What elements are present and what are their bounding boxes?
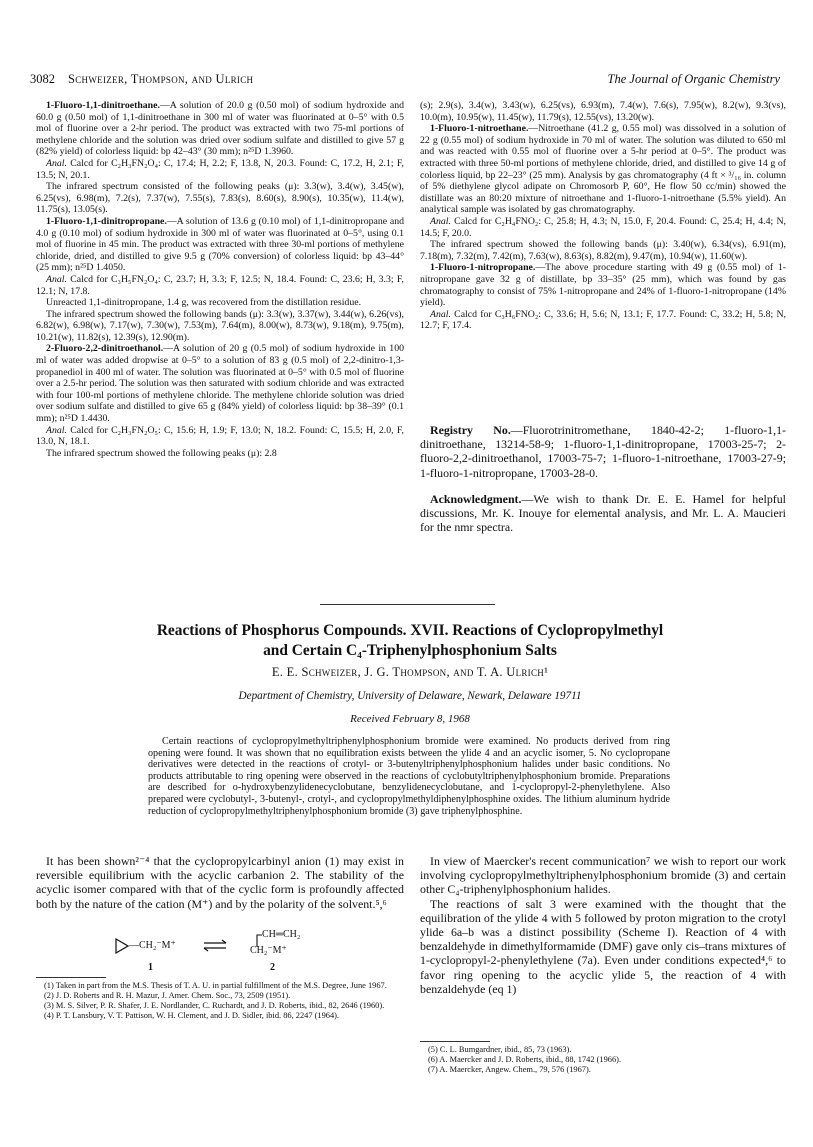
experimental-paragraph (36, 181, 404, 216)
journal-name: The Journal of Organic Chemistry (607, 72, 780, 86)
article-authors: E. E. Schweizer, J. G. Thompson, and T. A. Ulrich¹ (271, 665, 549, 679)
experimental-paragraph (36, 448, 404, 460)
paragraph-text: —Nitroethane (41.2 g, 0.55 mol) was dissolved in a solution of 22 g (0.55 mol) of sodium hydroxide in 70 ml of water. The solution was diluted to 650 ml and was reacted with 0.55 mol of fluorine over a 5-hr period at 0–5°. The product was extracted with three 50-ml portions of methylene chloride, dried, and distilled to give 14 g of colorless liquid, bp 22–23° (25 mm). Analysis by gas chromatography (4 ft × ³/₁₆ in. column of 5% diethylene glycol adipate on Chromosorb P, 60°, He flow 50 cc/min) showed the distillate was an 80:20 mixture of nitroethane and 1-fluoro-1-nitroethane (5.5% yield). An analytical sample was isolated by gas chromatography. (420, 123, 786, 216)
scheme-label-1: 1 (148, 962, 153, 973)
paragraph-heading: Anal. (430, 215, 451, 227)
experimental-paragraph (36, 100, 404, 158)
intro-paragraph: It has been shown²⁻⁴ that the cyclopropylcarbinyl anion (1) may exist in reversible equilibrium with the acyclic carbanion 2. The stability of the acyclic isomer compared with that of the cyclic form is profoundly affected both by the nature of the cation (M⁺) and by the polarity of the solvent.⁵,⁶ (36, 854, 404, 911)
running-authors: Schweizer, Thompson, and Ulrich (68, 72, 254, 86)
experimental-paragraph (36, 297, 404, 309)
acknowledgment-paragraph (420, 492, 786, 535)
paragraph-text: Calcd for C₃H₅FN₂O₄: C, 23.7; H, 3.3; F, 12.5; N, 18.4. Found: C, 23.6; H, 3.3; F, 12.1; N, 17.8. (36, 273, 404, 297)
footnote: (3) M. S. Silver, P. R. Shafer, J. E. Nordlander, C. Ruchardt, and J. D. Roberts, ibid., 82, 2646 (1960). (44, 1001, 385, 1010)
paragraph-text: —A solution of 20 g (0.5 mol) of sodium hydroxide in 100 ml of water was added dropwise at 0–5° to a solution of 83 g (0.5 mol) of 2,2-dinitro-1,3-propanediol in 400 ml of water. The solution was fluorinated at 0–5° with 0.5 mol of fluorine over a 2.5-hr period. The solution was then saturated with sodium chloride and was extracted with four 100-ml portions of methylene chloride. The methylene chloride solution was dried over sodium sulfate and distilled to give 65 g (84% yield) of colorless liquid: bp 38–39° (0.1 mm); n²⁵D 1.4430. (36, 343, 404, 425)
paragraph-heading: 1-Fluoro-1,1-dinitroethane. (46, 100, 160, 111)
experimental-paragraph (36, 158, 404, 181)
paragraph-heading: Anal. (430, 308, 451, 320)
experimental-paragraph (420, 123, 786, 216)
registry-heading: Registry No. (430, 423, 511, 437)
body-right-column (420, 854, 786, 996)
registry-acknowledgment (420, 423, 786, 534)
paragraph-heading: Anal. (46, 424, 67, 436)
experimental-paragraph (36, 343, 404, 424)
acknowledgment-text: —We wish to thank Dr. E. E. Hamel for helpful discussions, Mr. K. Inouye for elemental analysis, and Mr. L. A. Maucieri for the nmr spectra. (420, 491, 786, 535)
scheme-right-top: CH═CH₂ (262, 929, 301, 940)
scheme-left-group: —CH₂⁻M⁺ (129, 940, 176, 951)
registry-paragraph (420, 423, 786, 480)
paragraph-heading: 1-Fluoro-1-nitropropane. (430, 262, 536, 274)
paragraph-text: (s); 2.9(s), 3.4(w), 3.43(w), 6.25(vs), 6.93(m), 7.4(w), 7.6(s), 7.95(w), 8.2(w), 9.3(vs), 10.0(m), 10.95(w), 11.45(w), 11.79(s), 12.55(vs), 13.20(w). (420, 100, 786, 123)
page-number: 3082 (30, 72, 55, 86)
department: Department of Chemistry, University of Delaware, Newark, Delaware 19711 (238, 690, 582, 702)
footnotes-left (36, 981, 404, 1021)
experimental-paragraph (420, 239, 786, 262)
experimental-paragraph (36, 425, 404, 448)
article-title (60, 621, 760, 661)
experimental-paragraph (36, 216, 404, 274)
paragraph-text: Calcd for C₂H₃FN₂O₅: C, 15.6; H, 1.9; F, 13.0; N, 18.2. Found: C, 15.5; H, 2.0, F, 13.0, N, 18.1. (36, 424, 404, 448)
experimental-paragraph (36, 274, 404, 297)
footnote-rule-right (420, 1041, 490, 1042)
title-line-1: Reactions of Phosphorus Compounds. XVII. Reactions of Cyclopropylmethyl (156, 622, 664, 639)
paragraph-text: Unreacted 1,1-dinitropropane, 1.4 g, was recovered from the distillation residue. (46, 297, 362, 309)
footnote: (4) P. T. Lansbury, V. T. Pattison, W. H. Clement, and J. D. Sidler, ibid. 86, 2247 (1964). (44, 1011, 340, 1020)
paragraph-text: Calcd for C₂H₄FNO₂: C, 25.8; H, 4.3; N, 15.0, F, 20.4. Found: C, 25.4; H, 4.4; N, 14.5; F, 20.0. (420, 215, 786, 239)
experimental-paragraph (420, 309, 786, 332)
paragraph-text: Calcd for C₃H₆FNO₂: C, 33.6; H, 5.6; N, 13.1; F, 17.7. Found: C, 33.2; H, 5.8; N, 12.7; F, 17.4. (420, 308, 786, 332)
footnotes-right (420, 1045, 786, 1075)
body-left-column (36, 854, 404, 911)
experimental-right-column (420, 100, 786, 332)
paragraph-text: The infrared spectrum showed the following peaks (μ): 2.8 (46, 447, 277, 459)
paragraph-text: —A solution of 13.6 g (0.10 mol) of 1,1-dinitropropane and 4.0 g (0.10 mol) of sodium hydroxide in 300 ml of water was fluorinated at 0–5°, using 0.1 mol of fluorine in 45 min. The product was extracted with three 30-ml portions of methylene chloride, dried, and distilled to give 9.5 g (70% conversion) of colorless liquid: bp 43–44° (25 mm); n²⁵D 1.4050. (36, 215, 404, 274)
footnote: (2) J. D. Roberts and R. H. Mazur, J. Amer. Chem. Soc., 73, 2509 (1951). (44, 991, 291, 1000)
footnote: (5) C. L. Bumgardner, ibid., 85, 73 (1963). (428, 1045, 572, 1054)
abstract: Certain reactions of cyclopropylmethyltriphenylphosphonium bromide were examined. No products derived from ring opening were found. It was shown that no equilibration exists between the ylide 4 and an acyclic isomer, 5. No cyclopropane derivatives were detected in the reactions of crotyl- or 3-butenyltriphenylphosphonium halides under basic conditions. No products attributable to ring opening were observed in the reactions of cyclobutyltriphenylphosphonium bromide. Preparations are described for o-hydroxybenzylidenecyclobutane, benzylidenecyclobutane, and 1-cyclopropyl-2-phenylethylene. Also prepared were cyclobutyl-, 3-butenyl-, crotyl-, and cyclopropylmethyldiphenylphosphine oxides. The lithium aluminum hydride reduction of cyclopropylmethyltriphenylphosphonium bromide (3) gave triphenylphosphine. (148, 736, 670, 817)
registry-text: —Fluorotrinitromethane, 1840-42-2; 1-fluoro-1,1-dinitroethane, 13214-58-9; 1-fluoro-1,1-dinitropropane, 17003-25-7; 2-fluoro-2,2-dinitroethanol, 17003-75-7; 1-fluoro-1-nitroethane, 17003-27-9; 1-fluoro-1-nitropropane, 17003-28-0. (420, 423, 786, 480)
cyclopropane-ring (116, 939, 128, 953)
running-header (30, 72, 780, 88)
paragraph-heading: 1-Fluoro-1-nitroethane. (430, 123, 529, 135)
paragraph-text: —The above procedure starting with 49 g (0.55 mol) of 1-nitropropane gave 32 g of distillate, bp 33–35° (25 mm), which was found by gas chromatography to consist of 75% 1-nitropropane and 24% of 1-fluoro-1-nitropropane (14% yield). (420, 262, 786, 309)
paragraph-heading: 1-Fluoro-1,1-dinitropropane. (46, 215, 167, 227)
paragraph-heading: Anal. (46, 273, 67, 285)
section-divider (320, 604, 495, 605)
footnote: (1) Taken in part from the M.S. Thesis of T. A. U. in partial fulfillment of the M.S. Degree, June 1967. (44, 981, 387, 990)
experimental-paragraph (420, 216, 786, 239)
paragraph-heading: 2-Fluoro-2,2-dinitroethanol. (46, 343, 164, 355)
paragraph-text: The infrared spectrum consisted of the following peaks (μ): 3.3(w), 3.4(w), 3.45(w), 6.25(vs), 6.98(m), 7.2(s), 7.37(w), 7.55(s), 7.83(s), 8.60(s), 8.90(s), 10.35(w), 11.4(w), 11.75(s), 13.05(s). (36, 181, 404, 216)
scheme-label-2: 2 (270, 962, 275, 973)
paragraph-text: Calcd for C₂H₃FN₂O₄: C, 17.4; H, 2.2; F, 13.8, N, 20.3. Found: C, 17.2, H, 2.1; F, 13.5; N, 20.1. (36, 157, 404, 181)
footnote: (6) A. Maercker and J. D. Roberts, ibid., 88, 1742 (1966). (428, 1055, 622, 1064)
experimental-paragraph (420, 100, 786, 123)
footnote: (7) A. Maercker, Angew. Chem., 79, 576 (1967). (428, 1065, 591, 1074)
body-right-paragraph-2: The reactions of salt 3 were examined with the thought that the equilibration of the ylide 4 with 5 followed by proton migration to the crotyl ylide 6a–b was a distinct possibility (Scheme I). Reaction of 4 with benzaldehyde in dimethylformamide (DMF) gave only cis–trans mixtures of 1-cyclopropyl-2-phenylethylene (7a). Even under conditions expected⁴,⁶ to favor ring opening to the acyclic ylide 5, the reaction of 4 with benzaldehyde (eq 1) (420, 896, 786, 996)
paragraph-heading: Anal. (46, 157, 67, 169)
paragraph-text: The infrared spectrum showed the following bands (μ): 3.40(w), 6.34(vs), 6.91(m), 7.18(m), 7.32(m), 7.42(m), 7.63(w), 8.63(s), 8.82(m), 9.47(m), 10.94(w), 11.60(w). (420, 239, 786, 262)
title-line-2: and Certain C₄-Triphenylphosphonium Salts (263, 642, 557, 659)
experimental-paragraph (36, 309, 404, 344)
scheme-right-bottom: CH₂⁻M⁺ (250, 945, 287, 956)
paragraph-text: The infrared spectrum showed the following bands (μ): 3.3(w), 3.37(w), 3.44(w), 6.26(vs), 6.82(w), 6.98(w), 7.17(w), 7.30(w), 7.53(m), 7.64(m), 8.00(w), 8.73(w), 9.18(m), 9.75(m), 10.21(w), 11.82(s), 12.39(s), 12.90(m). (36, 308, 404, 343)
experimental-paragraph (420, 262, 786, 308)
experimental-left-column (36, 100, 404, 459)
equilibrium-scheme (110, 926, 370, 976)
received-date: Received February 8, 1968 (350, 713, 470, 725)
footnote-rule-left (36, 977, 106, 978)
acknowledgment-heading: Acknowledgment. (430, 491, 522, 506)
body-right-paragraph-1: In view of Maercker's recent communication⁷ we wish to report our work involving cyclopropylmethyltriphenylphosphonium bromide (3) and certain other C₄-triphenylphosphonium halides. (420, 854, 786, 897)
paragraph-text: —A solution of 20.0 g (0.50 mol) of sodium hydroxide and 60.0 g (0.50 mol) of 1,1-dinitroethane in 300 ml of water was fluorinated at 0–5° with 0.5 mol of fluorine over a 2-hr period. The product was extracted with two 75-ml portions of methylene chloride and the solution was dried over sodium sulfate and distilled to give 57 g (82% yield) of colorless liquid: bp 42–43° (30 mm); n²⁵D 1.3960. (36, 100, 404, 158)
